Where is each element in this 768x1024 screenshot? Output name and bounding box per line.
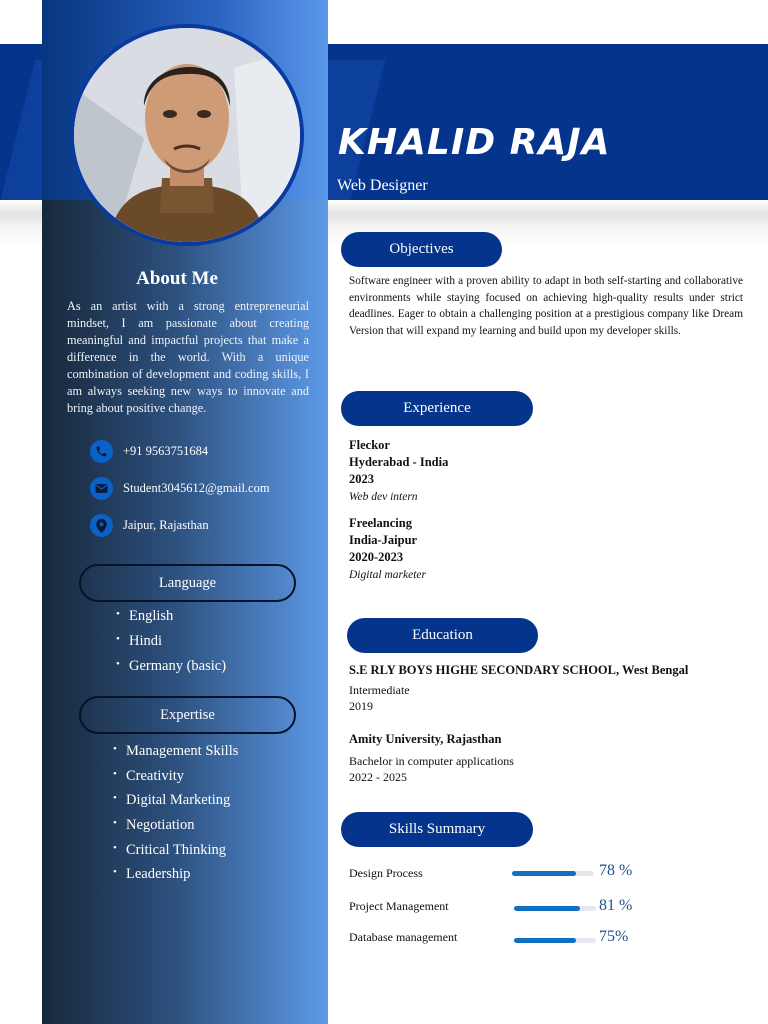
- expertise-heading: Expertise: [79, 696, 296, 734]
- contact-email-text: Student3045612@gmail.com: [123, 481, 270, 495]
- list-item: • Digital Marketing: [113, 792, 238, 817]
- language-list: [116, 608, 226, 683]
- contact-location-text: Jaipur, Rajasthan: [123, 518, 209, 532]
- experience-heading: Experience: [341, 391, 533, 426]
- contact-location: [90, 514, 209, 537]
- skill-bar: [512, 871, 594, 876]
- about-text: As an artist with a strong entrepreneurial mindset, I am passionate about creating meaningful and impactful projects that make a difference in the world. With a unique combination of development and coding skills, I am always seeking new ways to innovate and bring about positive change.: [67, 299, 309, 415]
- contact-phone-text: +91 9563751684: [123, 444, 209, 458]
- skill-bar-fill: [514, 938, 576, 943]
- education-school: Amity University, Rajasthan: [349, 732, 502, 746]
- experience-location: Hyderabad - India: [349, 455, 449, 469]
- expertise-list: [113, 743, 238, 891]
- skill-name: Database management: [349, 930, 458, 944]
- experience-location: India-Jaipur: [349, 533, 418, 547]
- skill-percent: 75%: [599, 928, 629, 945]
- skill-name: Design Process: [349, 866, 423, 880]
- skill-percent: 81 %: [599, 897, 633, 914]
- list-item: • Negotiation: [113, 817, 238, 842]
- education-year: 2019: [349, 699, 373, 713]
- skill-bar-fill: [512, 871, 576, 876]
- skills-heading: Skills Summary: [341, 812, 533, 847]
- email-icon: [90, 477, 113, 500]
- phone-icon: [90, 440, 113, 463]
- list-item: • Critical Thinking: [113, 842, 238, 867]
- list-item: • Germany (basic): [116, 658, 226, 683]
- experience-year: 2020-2023: [349, 550, 404, 564]
- experience-position: Digital marketer: [349, 569, 426, 581]
- skill-percent: 78 %: [599, 862, 633, 879]
- list-item: • Hindi: [116, 633, 226, 658]
- experience-company: Freelancing: [349, 516, 412, 530]
- objectives-heading: Objectives: [341, 232, 502, 267]
- location-icon: [90, 514, 113, 537]
- experience-year: 2023: [349, 472, 374, 486]
- experience-entry: [349, 515, 426, 584]
- list-item: • Creativity: [113, 768, 238, 793]
- education-school: S.E RLY BOYS HIGHE SECONDARY SCHOOL, West Bengal: [349, 663, 689, 677]
- list-item: • Management Skills: [113, 743, 238, 768]
- skill-name: Project Management: [349, 899, 449, 913]
- contact-phone: [90, 440, 208, 463]
- list-item: • English: [116, 608, 226, 633]
- skill-bar: [514, 938, 596, 943]
- education-degree: Bachelor in computer applications: [349, 754, 514, 768]
- contact-email: [90, 477, 270, 500]
- education-year: 2022 - 2025: [349, 770, 407, 784]
- objectives-text: Software engineer with a proven ability to adapt in both self-starting and collaborative environments while staying focused on achieving high-quality results under strict deadlines. Eager to obtain a challenging position at a prestigious company like Dream Version that will expand my learning and build upon my developer skills.: [349, 275, 743, 337]
- education-heading: Education: [347, 618, 538, 653]
- candidate-role: Web Designer: [337, 177, 428, 194]
- candidate-name: KHALID RAJA: [338, 122, 611, 163]
- about-title: About Me: [136, 268, 218, 289]
- list-item: • Leadership: [113, 866, 238, 891]
- experience-entry: [349, 437, 448, 506]
- skill-bar-fill: [514, 906, 580, 911]
- education-degree: Intermediate: [349, 683, 410, 697]
- experience-position: Web dev intern: [349, 491, 418, 503]
- skill-bar: [514, 906, 596, 911]
- language-heading: Language: [79, 564, 296, 602]
- experience-company: Fleckor: [349, 438, 390, 452]
- profile-photo: [70, 24, 304, 246]
